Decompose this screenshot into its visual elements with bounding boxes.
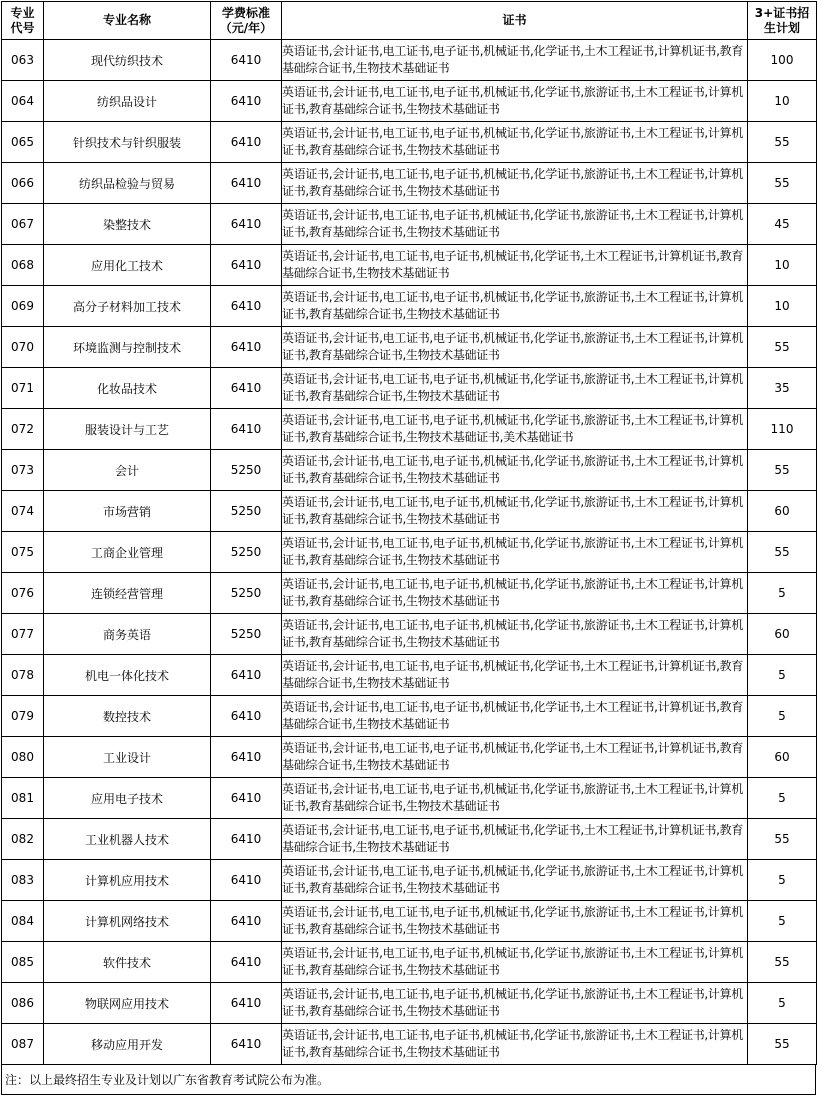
cell-name: 移动应用开发 (44, 1024, 211, 1065)
cell-plan: 60 (748, 614, 817, 655)
cell-cert: 英语证书,会计证书,电工证书,电子证书,机械证书,化学证书,土木工程证书,计算机证书,教育基础综合证书,生物技术基础证书 (282, 40, 748, 81)
table-row (2, 204, 817, 245)
cell-fee: 6410 (211, 901, 282, 942)
cell-fee: 5250 (211, 491, 282, 532)
cell-name: 针织技术与针织服装 (44, 122, 211, 163)
table-row (2, 327, 817, 368)
cell-code: 082 (2, 819, 44, 860)
cell-plan: 55 (748, 532, 817, 573)
cell-fee: 6410 (211, 204, 282, 245)
cell-fee: 6410 (211, 819, 282, 860)
cell-name: 服装设计与工艺 (44, 409, 211, 450)
cell-cert: 英语证书,会计证书,电工证书,电子证书,机械证书,化学证书,旅游证书,土木工程证书,计算机证书,教育基础综合证书,生物技术基础证书 (282, 327, 748, 368)
cell-plan: 35 (748, 368, 817, 409)
cell-plan: 55 (748, 450, 817, 491)
cell-plan: 55 (748, 163, 817, 204)
cell-cert: 英语证书,会计证书,电工证书,电子证书,机械证书,化学证书,旅游证书,土木工程证书,计算机证书,教育基础综合证书,生物技术基础证书 (282, 614, 748, 655)
cell-plan: 100 (748, 40, 817, 81)
enrollment-table (1, 1, 817, 1065)
cell-fee: 6410 (211, 696, 282, 737)
cell-name: 化妆品技术 (44, 368, 211, 409)
cell-fee: 6410 (211, 778, 282, 819)
cell-plan: 55 (748, 942, 817, 983)
cell-fee: 6410 (211, 737, 282, 778)
table-row (2, 368, 817, 409)
cell-code: 063 (2, 40, 44, 81)
cell-code: 076 (2, 573, 44, 614)
cell-fee: 6410 (211, 983, 282, 1024)
table-row (2, 696, 817, 737)
cell-code: 085 (2, 942, 44, 983)
cell-plan: 5 (748, 983, 817, 1024)
cell-fee: 6410 (211, 942, 282, 983)
cell-fee: 6410 (211, 368, 282, 409)
cell-cert: 英语证书,会计证书,电工证书,电子证书,机械证书,化学证书,旅游证书,土木工程证书,计算机证书,教育基础综合证书,生物技术基础证书 (282, 942, 748, 983)
table-row (2, 573, 817, 614)
table-row (2, 245, 817, 286)
cell-name: 计算机应用技术 (44, 860, 211, 901)
cell-code: 071 (2, 368, 44, 409)
cell-code: 068 (2, 245, 44, 286)
header-fee: 学费标准（元/年） (211, 2, 282, 40)
cell-name: 商务英语 (44, 614, 211, 655)
cell-fee: 6410 (211, 163, 282, 204)
cell-code: 067 (2, 204, 44, 245)
table-row (2, 901, 817, 942)
cell-plan: 60 (748, 737, 817, 778)
cell-name: 应用电子技术 (44, 778, 211, 819)
cell-plan: 5 (748, 655, 817, 696)
cell-cert: 英语证书,会计证书,电工证书,电子证书,机械证书,化学证书,旅游证书,土木工程证书,计算机证书,教育基础综合证书,生物技术基础证书 (282, 983, 748, 1024)
cell-plan: 60 (748, 491, 817, 532)
cell-name: 物联网应用技术 (44, 983, 211, 1024)
cell-name: 工业设计 (44, 737, 211, 778)
cell-cert: 英语证书,会计证书,电工证书,电子证书,机械证书,化学证书,旅游证书,土木工程证书,计算机证书,教育基础综合证书,生物技术基础证书 (282, 368, 748, 409)
cell-cert: 英语证书,会计证书,电工证书,电子证书,机械证书,化学证书,土木工程证书,计算机证书,教育基础综合证书,生物技术基础证书 (282, 737, 748, 778)
cell-cert: 英语证书,会计证书,电工证书,电子证书,机械证书,化学证书,土木工程证书,计算机证书,教育基础综合证书,生物技术基础证书 (282, 819, 748, 860)
cell-code: 074 (2, 491, 44, 532)
cell-fee: 6410 (211, 286, 282, 327)
cell-plan: 5 (748, 573, 817, 614)
header-row (2, 2, 817, 40)
cell-cert: 英语证书,会计证书,电工证书,电子证书,机械证书,化学证书,旅游证书,土木工程证书,计算机证书,教育基础综合证书,生物技术基础证书 (282, 450, 748, 491)
cell-code: 064 (2, 81, 44, 122)
cell-fee: 6410 (211, 860, 282, 901)
cell-cert: 英语证书,会计证书,电工证书,电子证书,机械证书,化学证书,旅游证书,土木工程证书,计算机证书,教育基础综合证书,生物技术基础证书 (282, 122, 748, 163)
cell-code: 069 (2, 286, 44, 327)
table-row (2, 163, 817, 204)
cell-cert: 英语证书,会计证书,电工证书,电子证书,机械证书,化学证书,旅游证书,土木工程证书,计算机证书,教育基础综合证书,生物技术基础证书 (282, 286, 748, 327)
cell-fee: 6410 (211, 122, 282, 163)
table-row (2, 778, 817, 819)
cell-name: 市场营销 (44, 491, 211, 532)
cell-fee: 6410 (211, 655, 282, 696)
cell-code: 084 (2, 901, 44, 942)
cell-plan: 45 (748, 204, 817, 245)
cell-code: 083 (2, 860, 44, 901)
cell-plan: 110 (748, 409, 817, 450)
table-row (2, 450, 817, 491)
cell-name: 应用化工技术 (44, 245, 211, 286)
cell-name: 染整技术 (44, 204, 211, 245)
table-row (2, 1024, 817, 1065)
cell-code: 087 (2, 1024, 44, 1065)
cell-name: 机电一体化技术 (44, 655, 211, 696)
cell-plan: 5 (748, 696, 817, 737)
table-row (2, 409, 817, 450)
cell-name: 工商企业管理 (44, 532, 211, 573)
cell-name: 纺织品检验与贸易 (44, 163, 211, 204)
table-row (2, 40, 817, 81)
cell-code: 079 (2, 696, 44, 737)
cell-cert: 英语证书,会计证书,电工证书,电子证书,机械证书,化学证书,土木工程证书,计算机证书,教育基础综合证书,生物技术基础证书 (282, 245, 748, 286)
cell-name: 工业机器人技术 (44, 819, 211, 860)
cell-cert: 英语证书,会计证书,电工证书,电子证书,机械证书,化学证书,旅游证书,土木工程证书,计算机证书,教育基础综合证书,生物技术基础证书 (282, 901, 748, 942)
cell-plan: 10 (748, 245, 817, 286)
cell-name: 连锁经营管理 (44, 573, 211, 614)
cell-code: 081 (2, 778, 44, 819)
header-code: 专业代号 (2, 2, 44, 40)
cell-cert: 英语证书,会计证书,电工证书,电子证书,机械证书,化学证书,旅游证书,土木工程证书,计算机证书,教育基础综合证书,生物技术基础证书 (282, 778, 748, 819)
table-row (2, 860, 817, 901)
cell-name: 计算机网络技术 (44, 901, 211, 942)
cell-plan: 5 (748, 860, 817, 901)
table-row (2, 655, 817, 696)
table-row (2, 122, 817, 163)
header-cert: 证书 (282, 2, 748, 40)
cell-plan: 55 (748, 819, 817, 860)
cell-cert: 英语证书,会计证书,电工证书,电子证书,机械证书,化学证书,旅游证书,土木工程证书,计算机证书,教育基础综合证书,生物技术基础证书 (282, 573, 748, 614)
cell-fee: 6410 (211, 327, 282, 368)
cell-plan: 5 (748, 778, 817, 819)
cell-cert: 英语证书,会计证书,电工证书,电子证书,机械证书,化学证书,旅游证书,土木工程证书,计算机证书,教育基础综合证书,生物技术基础证书 (282, 532, 748, 573)
cell-plan: 10 (748, 286, 817, 327)
table-row (2, 491, 817, 532)
cell-name: 会计 (44, 450, 211, 491)
cell-code: 070 (2, 327, 44, 368)
cell-plan: 55 (748, 122, 817, 163)
header-name: 专业名称 (44, 2, 211, 40)
cell-name: 数控技术 (44, 696, 211, 737)
cell-code: 066 (2, 163, 44, 204)
footnote: 注：以上最终招生专业及计划以广东省教育考试院公布为准。 (1, 1065, 816, 1095)
cell-code: 086 (2, 983, 44, 1024)
cell-cert: 英语证书,会计证书,电工证书,电子证书,机械证书,化学证书,旅游证书,土木工程证书,计算机证书,教育基础综合证书,生物技术基础证书 (282, 204, 748, 245)
cell-fee: 6410 (211, 81, 282, 122)
cell-fee: 6410 (211, 40, 282, 81)
table-row (2, 532, 817, 573)
cell-cert: 英语证书,会计证书,电工证书,电子证书,机械证书,化学证书,旅游证书,土木工程证书,计算机证书,教育基础综合证书,生物技术基础证书 (282, 1024, 748, 1065)
cell-code: 075 (2, 532, 44, 573)
cell-code: 073 (2, 450, 44, 491)
cell-plan: 55 (748, 1024, 817, 1065)
cell-cert: 英语证书,会计证书,电工证书,电子证书,机械证书,化学证书,旅游证书,土木工程证书,计算机证书,教育基础综合证书,生物技术基础证书 (282, 491, 748, 532)
table-row (2, 614, 817, 655)
table-row (2, 983, 817, 1024)
cell-fee: 5250 (211, 573, 282, 614)
cell-fee: 6410 (211, 245, 282, 286)
table-row (2, 942, 817, 983)
cell-code: 065 (2, 122, 44, 163)
cell-cert: 英语证书,会计证书,电工证书,电子证书,机械证书,化学证书,旅游证书,土木工程证书,计算机证书,教育基础综合证书,生物技术基础证书 (282, 860, 748, 901)
cell-code: 080 (2, 737, 44, 778)
cell-code: 072 (2, 409, 44, 450)
cell-name: 软件技术 (44, 942, 211, 983)
table-row (2, 819, 817, 860)
table-row (2, 737, 817, 778)
cell-fee: 5250 (211, 532, 282, 573)
cell-plan: 10 (748, 81, 817, 122)
cell-fee: 5250 (211, 614, 282, 655)
cell-name: 现代纺织技术 (44, 40, 211, 81)
cell-name: 高分子材料加工技术 (44, 286, 211, 327)
cell-code: 078 (2, 655, 44, 696)
header-plan: 3+证书招生计划 (748, 2, 817, 40)
cell-cert: 英语证书,会计证书,电工证书,电子证书,机械证书,化学证书,旅游证书,土木工程证书,计算机证书,教育基础综合证书,生物技术基础证书,美术基础证书 (282, 409, 748, 450)
cell-cert: 英语证书,会计证书,电工证书,电子证书,机械证书,化学证书,土木工程证书,计算机证书,教育基础综合证书,生物技术基础证书 (282, 696, 748, 737)
cell-plan: 55 (748, 327, 817, 368)
table-row (2, 81, 817, 122)
cell-plan: 5 (748, 901, 817, 942)
cell-cert: 英语证书,会计证书,电工证书,电子证书,机械证书,化学证书,旅游证书,土木工程证书,计算机证书,教育基础综合证书,生物技术基础证书 (282, 163, 748, 204)
cell-fee: 6410 (211, 1024, 282, 1065)
cell-name: 环境监测与控制技术 (44, 327, 211, 368)
table-body (2, 40, 817, 1065)
cell-name: 纺织品设计 (44, 81, 211, 122)
cell-fee: 5250 (211, 450, 282, 491)
cell-code: 077 (2, 614, 44, 655)
cell-fee: 6410 (211, 409, 282, 450)
cell-cert: 英语证书,会计证书,电工证书,电子证书,机械证书,化学证书,旅游证书,土木工程证书,计算机证书,教育基础综合证书,生物技术基础证书 (282, 81, 748, 122)
cell-cert: 英语证书,会计证书,电工证书,电子证书,机械证书,化学证书,土木工程证书,计算机证书,教育基础综合证书,生物技术基础证书 (282, 655, 748, 696)
table-row (2, 286, 817, 327)
